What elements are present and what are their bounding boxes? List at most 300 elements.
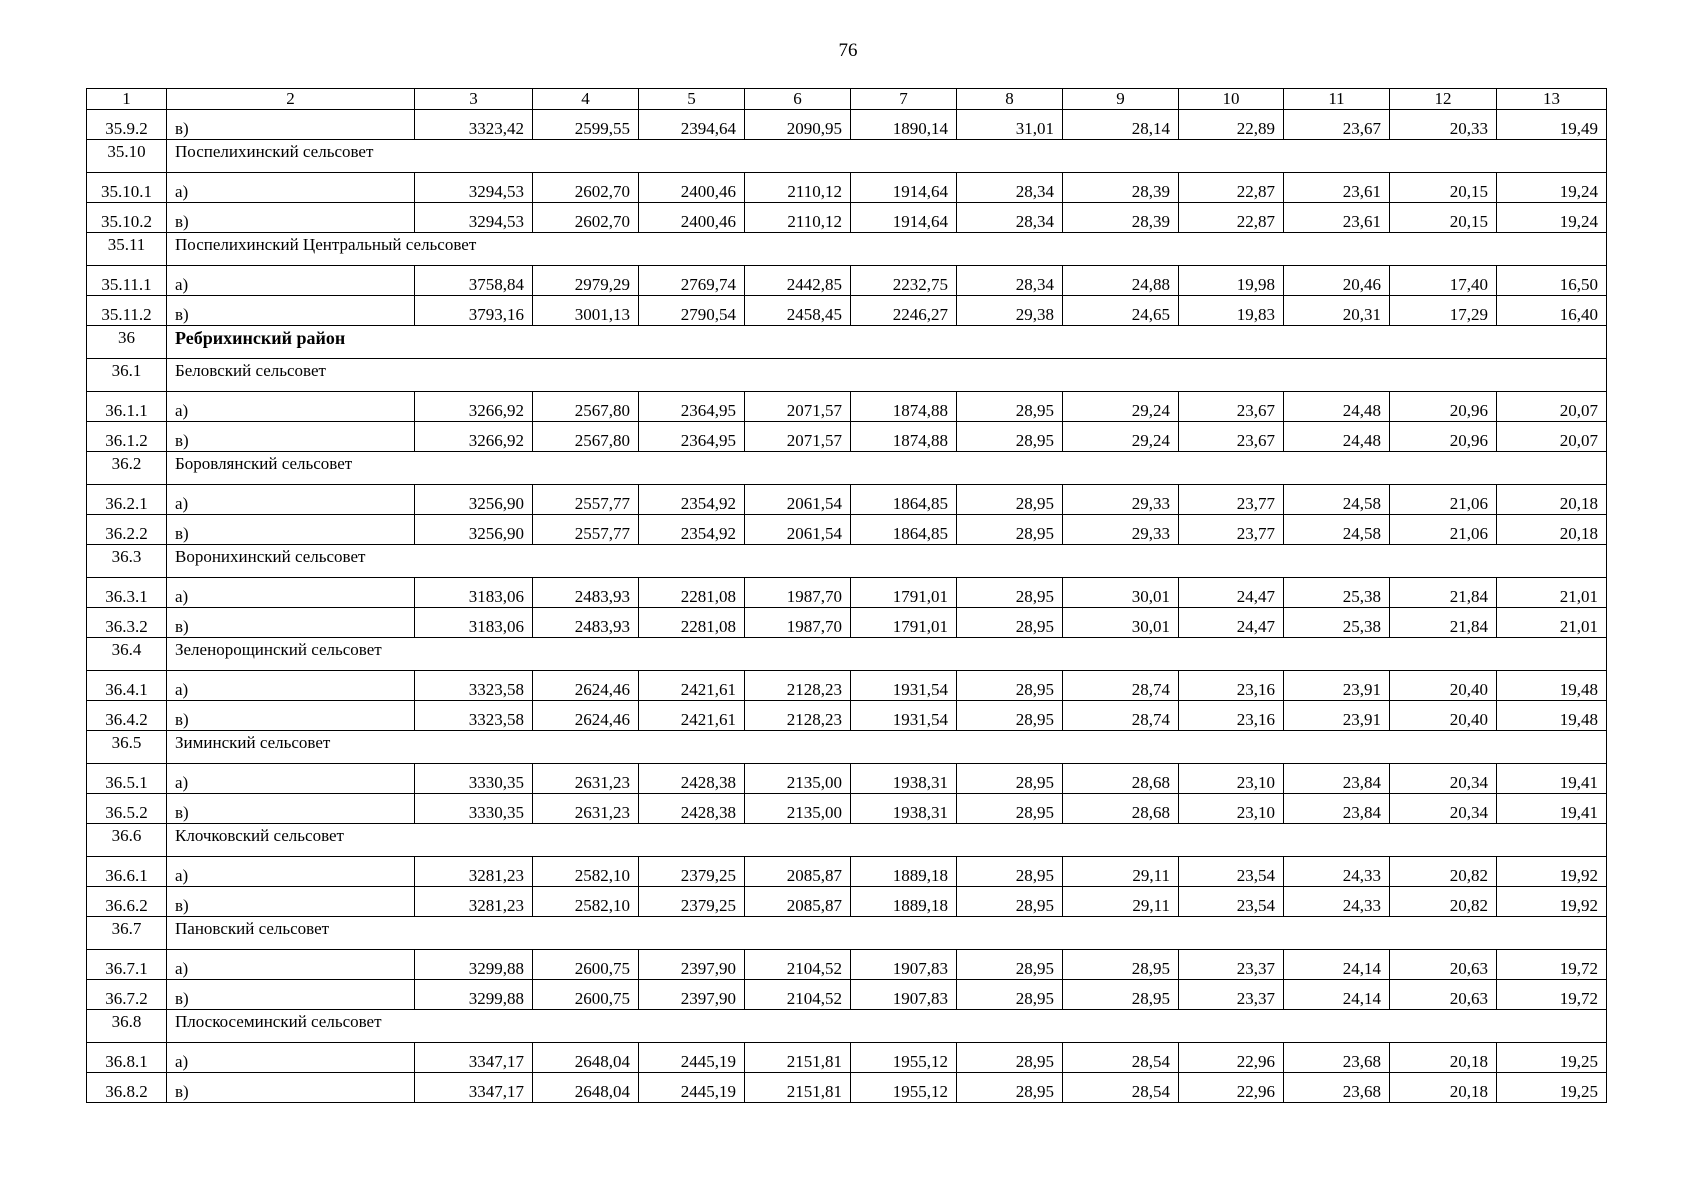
- row-number: 36.8.2: [87, 1073, 167, 1103]
- column-header: 1: [87, 89, 167, 110]
- table-cell: 28,95: [957, 950, 1063, 980]
- row-label: а): [167, 173, 415, 203]
- table-cell: 1791,01: [851, 578, 957, 608]
- table-cell: 3323,58: [415, 671, 533, 701]
- table-cell: 23,91: [1284, 671, 1390, 701]
- table-cell: 1889,18: [851, 887, 957, 917]
- table-cell: 29,33: [1063, 515, 1179, 545]
- table-cell: 23,91: [1284, 701, 1390, 731]
- table-cell: 20,15: [1390, 173, 1497, 203]
- table-cell: 28,39: [1063, 173, 1179, 203]
- row-label: а): [167, 857, 415, 887]
- table-cell: 28,34: [957, 173, 1063, 203]
- table-cell: 19,48: [1497, 671, 1607, 701]
- table-cell: 17,40: [1390, 266, 1497, 296]
- row-number: 36.7: [87, 917, 167, 950]
- table-cell: 20,63: [1390, 950, 1497, 980]
- table-cell: 20,07: [1497, 422, 1607, 452]
- table-cell: 24,58: [1284, 485, 1390, 515]
- table-cell: 2567,80: [533, 422, 639, 452]
- table-cell: 2428,38: [639, 794, 745, 824]
- table-cell: 19,72: [1497, 980, 1607, 1010]
- section-row: [87, 731, 1607, 764]
- table-cell: 20,34: [1390, 764, 1497, 794]
- table-cell: 2421,61: [639, 701, 745, 731]
- section-name: Зиминский сельсовет: [167, 731, 1607, 764]
- table-cell: 2458,45: [745, 296, 851, 326]
- page-number: 76: [838, 40, 858, 61]
- table-cell: 2648,04: [533, 1073, 639, 1103]
- table-cell: 22,87: [1179, 173, 1284, 203]
- table-cell: 1864,85: [851, 515, 957, 545]
- table-cell: 24,48: [1284, 422, 1390, 452]
- table-cell: 2151,81: [745, 1073, 851, 1103]
- column-header: 10: [1179, 89, 1284, 110]
- table-cell: 19,49: [1497, 110, 1607, 140]
- table-cell: 28,95: [957, 578, 1063, 608]
- table-cell: 23,10: [1179, 794, 1284, 824]
- table-cell: 2397,90: [639, 980, 745, 1010]
- table-cell: 19,41: [1497, 764, 1607, 794]
- table-cell: 2379,25: [639, 857, 745, 887]
- table-cell: 22,96: [1179, 1043, 1284, 1073]
- table-row: [87, 887, 1607, 917]
- table-cell: 21,01: [1497, 608, 1607, 638]
- table-cell: 28,68: [1063, 794, 1179, 824]
- table-cell: 3323,42: [415, 110, 533, 140]
- table-cell: 28,95: [1063, 950, 1179, 980]
- table-row: [87, 764, 1607, 794]
- table-cell: 3256,90: [415, 515, 533, 545]
- table-cell: 28,95: [957, 1073, 1063, 1103]
- row-label: в): [167, 296, 415, 326]
- row-label: в): [167, 515, 415, 545]
- table-cell: 29,24: [1063, 392, 1179, 422]
- table-cell: 28,95: [957, 515, 1063, 545]
- table-cell: 2110,12: [745, 203, 851, 233]
- table-row: [87, 794, 1607, 824]
- table-cell: 20,46: [1284, 266, 1390, 296]
- table-cell: 3183,06: [415, 578, 533, 608]
- row-number: 36.2.2: [87, 515, 167, 545]
- table-row: [87, 203, 1607, 233]
- table-cell: 23,10: [1179, 764, 1284, 794]
- table-cell: 3294,53: [415, 173, 533, 203]
- table-cell: 3183,06: [415, 608, 533, 638]
- table-cell: 23,37: [1179, 980, 1284, 1010]
- column-number-header: [87, 89, 1607, 110]
- table-cell: 25,38: [1284, 608, 1390, 638]
- table-cell: 24,14: [1284, 980, 1390, 1010]
- row-number: 36.8.1: [87, 1043, 167, 1073]
- table-cell: 3347,17: [415, 1073, 533, 1103]
- table-cell: 3758,84: [415, 266, 533, 296]
- table-cell: 20,34: [1390, 794, 1497, 824]
- row-label: а): [167, 671, 415, 701]
- table-cell: 21,01: [1497, 578, 1607, 608]
- table-cell: 23,84: [1284, 794, 1390, 824]
- table-cell: 1987,70: [745, 608, 851, 638]
- table-cell: 2567,80: [533, 392, 639, 422]
- table-cell: 28,95: [957, 1043, 1063, 1073]
- table-cell: 2400,46: [639, 173, 745, 203]
- table-cell: 28,95: [957, 794, 1063, 824]
- table-cell: 2071,57: [745, 422, 851, 452]
- table-cell: 3256,90: [415, 485, 533, 515]
- section-row: [87, 140, 1607, 173]
- section-name: Боровлянский сельсовет: [167, 452, 1607, 485]
- table-cell: 2281,08: [639, 608, 745, 638]
- row-number: 35.10.1: [87, 173, 167, 203]
- table-cell: 3266,92: [415, 422, 533, 452]
- table-cell: 20,18: [1497, 485, 1607, 515]
- table-cell: 20,63: [1390, 980, 1497, 1010]
- section-name: Плоскосеминский сельсовет: [167, 1010, 1607, 1043]
- table-cell: 2104,52: [745, 950, 851, 980]
- row-number: 36.3.2: [87, 608, 167, 638]
- table-cell: 24,33: [1284, 887, 1390, 917]
- section-name: Пановский сельсовет: [167, 917, 1607, 950]
- table-cell: 19,48: [1497, 701, 1607, 731]
- table-cell: 20,82: [1390, 887, 1497, 917]
- table-cell: 29,11: [1063, 887, 1179, 917]
- table-cell: 28,34: [957, 203, 1063, 233]
- table-cell: 2631,23: [533, 794, 639, 824]
- row-number: 35.11.1: [87, 266, 167, 296]
- row-number: 36.1.2: [87, 422, 167, 452]
- row-number: 35.11.2: [87, 296, 167, 326]
- table-cell: 2364,95: [639, 422, 745, 452]
- table-row: [87, 701, 1607, 731]
- table-cell: 2128,23: [745, 701, 851, 731]
- row-number: 36.2: [87, 452, 167, 485]
- row-number: 36.6.1: [87, 857, 167, 887]
- table-row: [87, 578, 1607, 608]
- table-cell: 2379,25: [639, 887, 745, 917]
- row-number: 36.3: [87, 545, 167, 578]
- row-number: 36.1.1: [87, 392, 167, 422]
- row-label: в): [167, 887, 415, 917]
- table-cell: 23,16: [1179, 671, 1284, 701]
- column-header: 8: [957, 89, 1063, 110]
- row-number: 35.10: [87, 140, 167, 173]
- table-cell: 19,92: [1497, 887, 1607, 917]
- table-cell: 19,92: [1497, 857, 1607, 887]
- table-cell: 28,95: [957, 857, 1063, 887]
- section-name: Поспелихинский Центральный сельсовет: [167, 233, 1607, 266]
- table-cell: 2400,46: [639, 203, 745, 233]
- row-number: 36.6: [87, 824, 167, 857]
- row-number: 36: [87, 326, 167, 359]
- table-body: [87, 89, 1607, 1103]
- table-cell: 28,14: [1063, 110, 1179, 140]
- row-label: в): [167, 980, 415, 1010]
- table-row: [87, 392, 1607, 422]
- table-cell: 23,68: [1284, 1043, 1390, 1073]
- column-header: 7: [851, 89, 957, 110]
- table-cell: 19,83: [1179, 296, 1284, 326]
- table-cell: 2483,93: [533, 578, 639, 608]
- table-row: [87, 110, 1607, 140]
- table-cell: 23,67: [1179, 422, 1284, 452]
- table-cell: 2442,85: [745, 266, 851, 296]
- table-cell: 24,58: [1284, 515, 1390, 545]
- section-name: Воронихинский сельсовет: [167, 545, 1607, 578]
- section-name: Беловский сельсовет: [167, 359, 1607, 392]
- row-number: 36.2.1: [87, 485, 167, 515]
- table-cell: 19,25: [1497, 1073, 1607, 1103]
- table-cell: 23,61: [1284, 203, 1390, 233]
- section-row: [87, 917, 1607, 950]
- row-label: в): [167, 701, 415, 731]
- row-number: 36.7.2: [87, 980, 167, 1010]
- table-row: [87, 857, 1607, 887]
- table-cell: 2246,27: [851, 296, 957, 326]
- row-label: а): [167, 578, 415, 608]
- table-cell: 2397,90: [639, 950, 745, 980]
- table-cell: 2557,77: [533, 515, 639, 545]
- table-cell: 24,14: [1284, 950, 1390, 980]
- table-cell: 28,39: [1063, 203, 1179, 233]
- table-cell: 1864,85: [851, 485, 957, 515]
- section-row: [87, 359, 1607, 392]
- table-cell: 16,40: [1497, 296, 1607, 326]
- table-cell: 23,77: [1179, 485, 1284, 515]
- table-row: [87, 608, 1607, 638]
- row-number: 36.6.2: [87, 887, 167, 917]
- table-cell: 2151,81: [745, 1043, 851, 1073]
- row-label: а): [167, 485, 415, 515]
- table-cell: 20,18: [1390, 1073, 1497, 1103]
- table-row: [87, 515, 1607, 545]
- table-cell: 2085,87: [745, 857, 851, 887]
- table-cell: 3281,23: [415, 857, 533, 887]
- table-cell: 23,54: [1179, 857, 1284, 887]
- table-cell: 2090,95: [745, 110, 851, 140]
- row-label: а): [167, 950, 415, 980]
- table-cell: 3323,58: [415, 701, 533, 731]
- table-cell: 1931,54: [851, 701, 957, 731]
- table-cell: 3330,35: [415, 764, 533, 794]
- row-label: в): [167, 1073, 415, 1103]
- table-row: [87, 296, 1607, 326]
- table-cell: 23,16: [1179, 701, 1284, 731]
- table-cell: 2281,08: [639, 578, 745, 608]
- table-cell: 24,47: [1179, 578, 1284, 608]
- table-cell: 28,95: [957, 485, 1063, 515]
- table-cell: 3281,23: [415, 887, 533, 917]
- table-cell: 1874,88: [851, 392, 957, 422]
- table-cell: 20,96: [1390, 422, 1497, 452]
- section-name: Клочковский сельсовет: [167, 824, 1607, 857]
- table-cell: 2599,55: [533, 110, 639, 140]
- section-row: [87, 452, 1607, 485]
- table-cell: 29,38: [957, 296, 1063, 326]
- table-cell: 2602,70: [533, 173, 639, 203]
- table-cell: 1907,83: [851, 950, 957, 980]
- table-cell: 19,41: [1497, 794, 1607, 824]
- row-label: в): [167, 110, 415, 140]
- table-cell: 2790,54: [639, 296, 745, 326]
- table-cell: 2232,75: [851, 266, 957, 296]
- row-number: 36.7.1: [87, 950, 167, 980]
- table-cell: 1890,14: [851, 110, 957, 140]
- district-row: [87, 326, 1607, 359]
- row-number: 36.3.1: [87, 578, 167, 608]
- table-cell: 2364,95: [639, 392, 745, 422]
- table-row: [87, 980, 1607, 1010]
- section-row: [87, 233, 1607, 266]
- table-cell: 2104,52: [745, 980, 851, 1010]
- table-cell: 28,95: [957, 701, 1063, 731]
- table-cell: 1955,12: [851, 1073, 957, 1103]
- row-number: 36.5.1: [87, 764, 167, 794]
- table-cell: 22,89: [1179, 110, 1284, 140]
- table-cell: 3330,35: [415, 794, 533, 824]
- row-label: в): [167, 203, 415, 233]
- row-number: 36.4: [87, 638, 167, 671]
- table-cell: 3347,17: [415, 1043, 533, 1073]
- table-cell: 3299,88: [415, 980, 533, 1010]
- table-row: [87, 1043, 1607, 1073]
- table-cell: 1914,64: [851, 173, 957, 203]
- table-cell: 2624,46: [533, 701, 639, 731]
- table-cell: 31,01: [957, 110, 1063, 140]
- table-row: [87, 173, 1607, 203]
- table-cell: 28,95: [957, 887, 1063, 917]
- section-name: Зеленорощинский сельсовет: [167, 638, 1607, 671]
- table-cell: 20,82: [1390, 857, 1497, 887]
- table-cell: 1987,70: [745, 578, 851, 608]
- table-cell: 3001,13: [533, 296, 639, 326]
- table-cell: 2110,12: [745, 173, 851, 203]
- table-cell: 28,54: [1063, 1043, 1179, 1073]
- table-cell: 16,50: [1497, 266, 1607, 296]
- section-name: Поспелихинский сельсовет: [167, 140, 1607, 173]
- district-name: Ребрихинский район: [167, 326, 1607, 359]
- column-header: 3: [415, 89, 533, 110]
- section-row: [87, 545, 1607, 578]
- table-cell: 1889,18: [851, 857, 957, 887]
- table-cell: 17,29: [1390, 296, 1497, 326]
- section-row: [87, 824, 1607, 857]
- table-cell: 21,06: [1390, 515, 1497, 545]
- table-cell: 20,18: [1390, 1043, 1497, 1073]
- table-cell: 1874,88: [851, 422, 957, 452]
- table-cell: 24,33: [1284, 857, 1390, 887]
- table-cell: 28,95: [957, 392, 1063, 422]
- table-cell: 28,95: [1063, 980, 1179, 1010]
- table-row: [87, 950, 1607, 980]
- table-cell: 3294,53: [415, 203, 533, 233]
- row-number: 36.5: [87, 731, 167, 764]
- table-cell: 28,95: [957, 422, 1063, 452]
- table-cell: 2600,75: [533, 980, 639, 1010]
- table-cell: 23,68: [1284, 1073, 1390, 1103]
- table-cell: 28,54: [1063, 1073, 1179, 1103]
- table-cell: 20,07: [1497, 392, 1607, 422]
- table-cell: 1938,31: [851, 794, 957, 824]
- row-number: 36.4.1: [87, 671, 167, 701]
- table-cell: 28,95: [957, 764, 1063, 794]
- table-cell: 2128,23: [745, 671, 851, 701]
- table-cell: 28,74: [1063, 701, 1179, 731]
- table-cell: 24,47: [1179, 608, 1284, 638]
- table-row: [87, 671, 1607, 701]
- table-cell: 1791,01: [851, 608, 957, 638]
- row-label: в): [167, 794, 415, 824]
- table-cell: 28,34: [957, 266, 1063, 296]
- row-number: 35.11: [87, 233, 167, 266]
- table-row: [87, 485, 1607, 515]
- table-cell: 2557,77: [533, 485, 639, 515]
- table-cell: 2483,93: [533, 608, 639, 638]
- row-label: а): [167, 266, 415, 296]
- table-cell: 19,72: [1497, 950, 1607, 980]
- table-cell: 1931,54: [851, 671, 957, 701]
- table-cell: 2061,54: [745, 485, 851, 515]
- row-label: а): [167, 1043, 415, 1073]
- table-cell: 30,01: [1063, 608, 1179, 638]
- table-cell: 23,61: [1284, 173, 1390, 203]
- table-row: [87, 266, 1607, 296]
- table-cell: 2071,57: [745, 392, 851, 422]
- table-cell: 21,84: [1390, 608, 1497, 638]
- row-number: 36.8: [87, 1010, 167, 1043]
- table-cell: 23,67: [1179, 392, 1284, 422]
- table-cell: 2979,29: [533, 266, 639, 296]
- table-cell: 2354,92: [639, 515, 745, 545]
- table-cell: 19,24: [1497, 173, 1607, 203]
- row-label: а): [167, 764, 415, 794]
- table-cell: 1938,31: [851, 764, 957, 794]
- column-header: 4: [533, 89, 639, 110]
- table-cell: 23,54: [1179, 887, 1284, 917]
- table-cell: 22,87: [1179, 203, 1284, 233]
- row-number: 35.9.2: [87, 110, 167, 140]
- section-row: [87, 1010, 1607, 1043]
- table-cell: 2600,75: [533, 950, 639, 980]
- column-header: 11: [1284, 89, 1390, 110]
- table-cell: 23,77: [1179, 515, 1284, 545]
- table-cell: 2769,74: [639, 266, 745, 296]
- table-cell: 20,40: [1390, 701, 1497, 731]
- table-cell: 29,24: [1063, 422, 1179, 452]
- table-cell: 19,24: [1497, 203, 1607, 233]
- table-cell: 25,38: [1284, 578, 1390, 608]
- table-cell: 30,01: [1063, 578, 1179, 608]
- tariff-table: [86, 88, 1607, 1103]
- table-cell: 19,98: [1179, 266, 1284, 296]
- table-cell: 28,95: [957, 671, 1063, 701]
- column-header: 9: [1063, 89, 1179, 110]
- table-cell: 20,40: [1390, 671, 1497, 701]
- table-cell: 28,95: [957, 980, 1063, 1010]
- table-cell: 2135,00: [745, 764, 851, 794]
- table-cell: 2631,23: [533, 764, 639, 794]
- table-cell: 19,25: [1497, 1043, 1607, 1073]
- table-cell: 21,84: [1390, 578, 1497, 608]
- table-cell: 2354,92: [639, 485, 745, 515]
- column-header: 2: [167, 89, 415, 110]
- table-cell: 29,33: [1063, 485, 1179, 515]
- table-cell: 20,31: [1284, 296, 1390, 326]
- table-cell: 24,88: [1063, 266, 1179, 296]
- table-cell: 2602,70: [533, 203, 639, 233]
- row-number: 36.4.2: [87, 701, 167, 731]
- table-row: [87, 422, 1607, 452]
- column-header: 12: [1390, 89, 1497, 110]
